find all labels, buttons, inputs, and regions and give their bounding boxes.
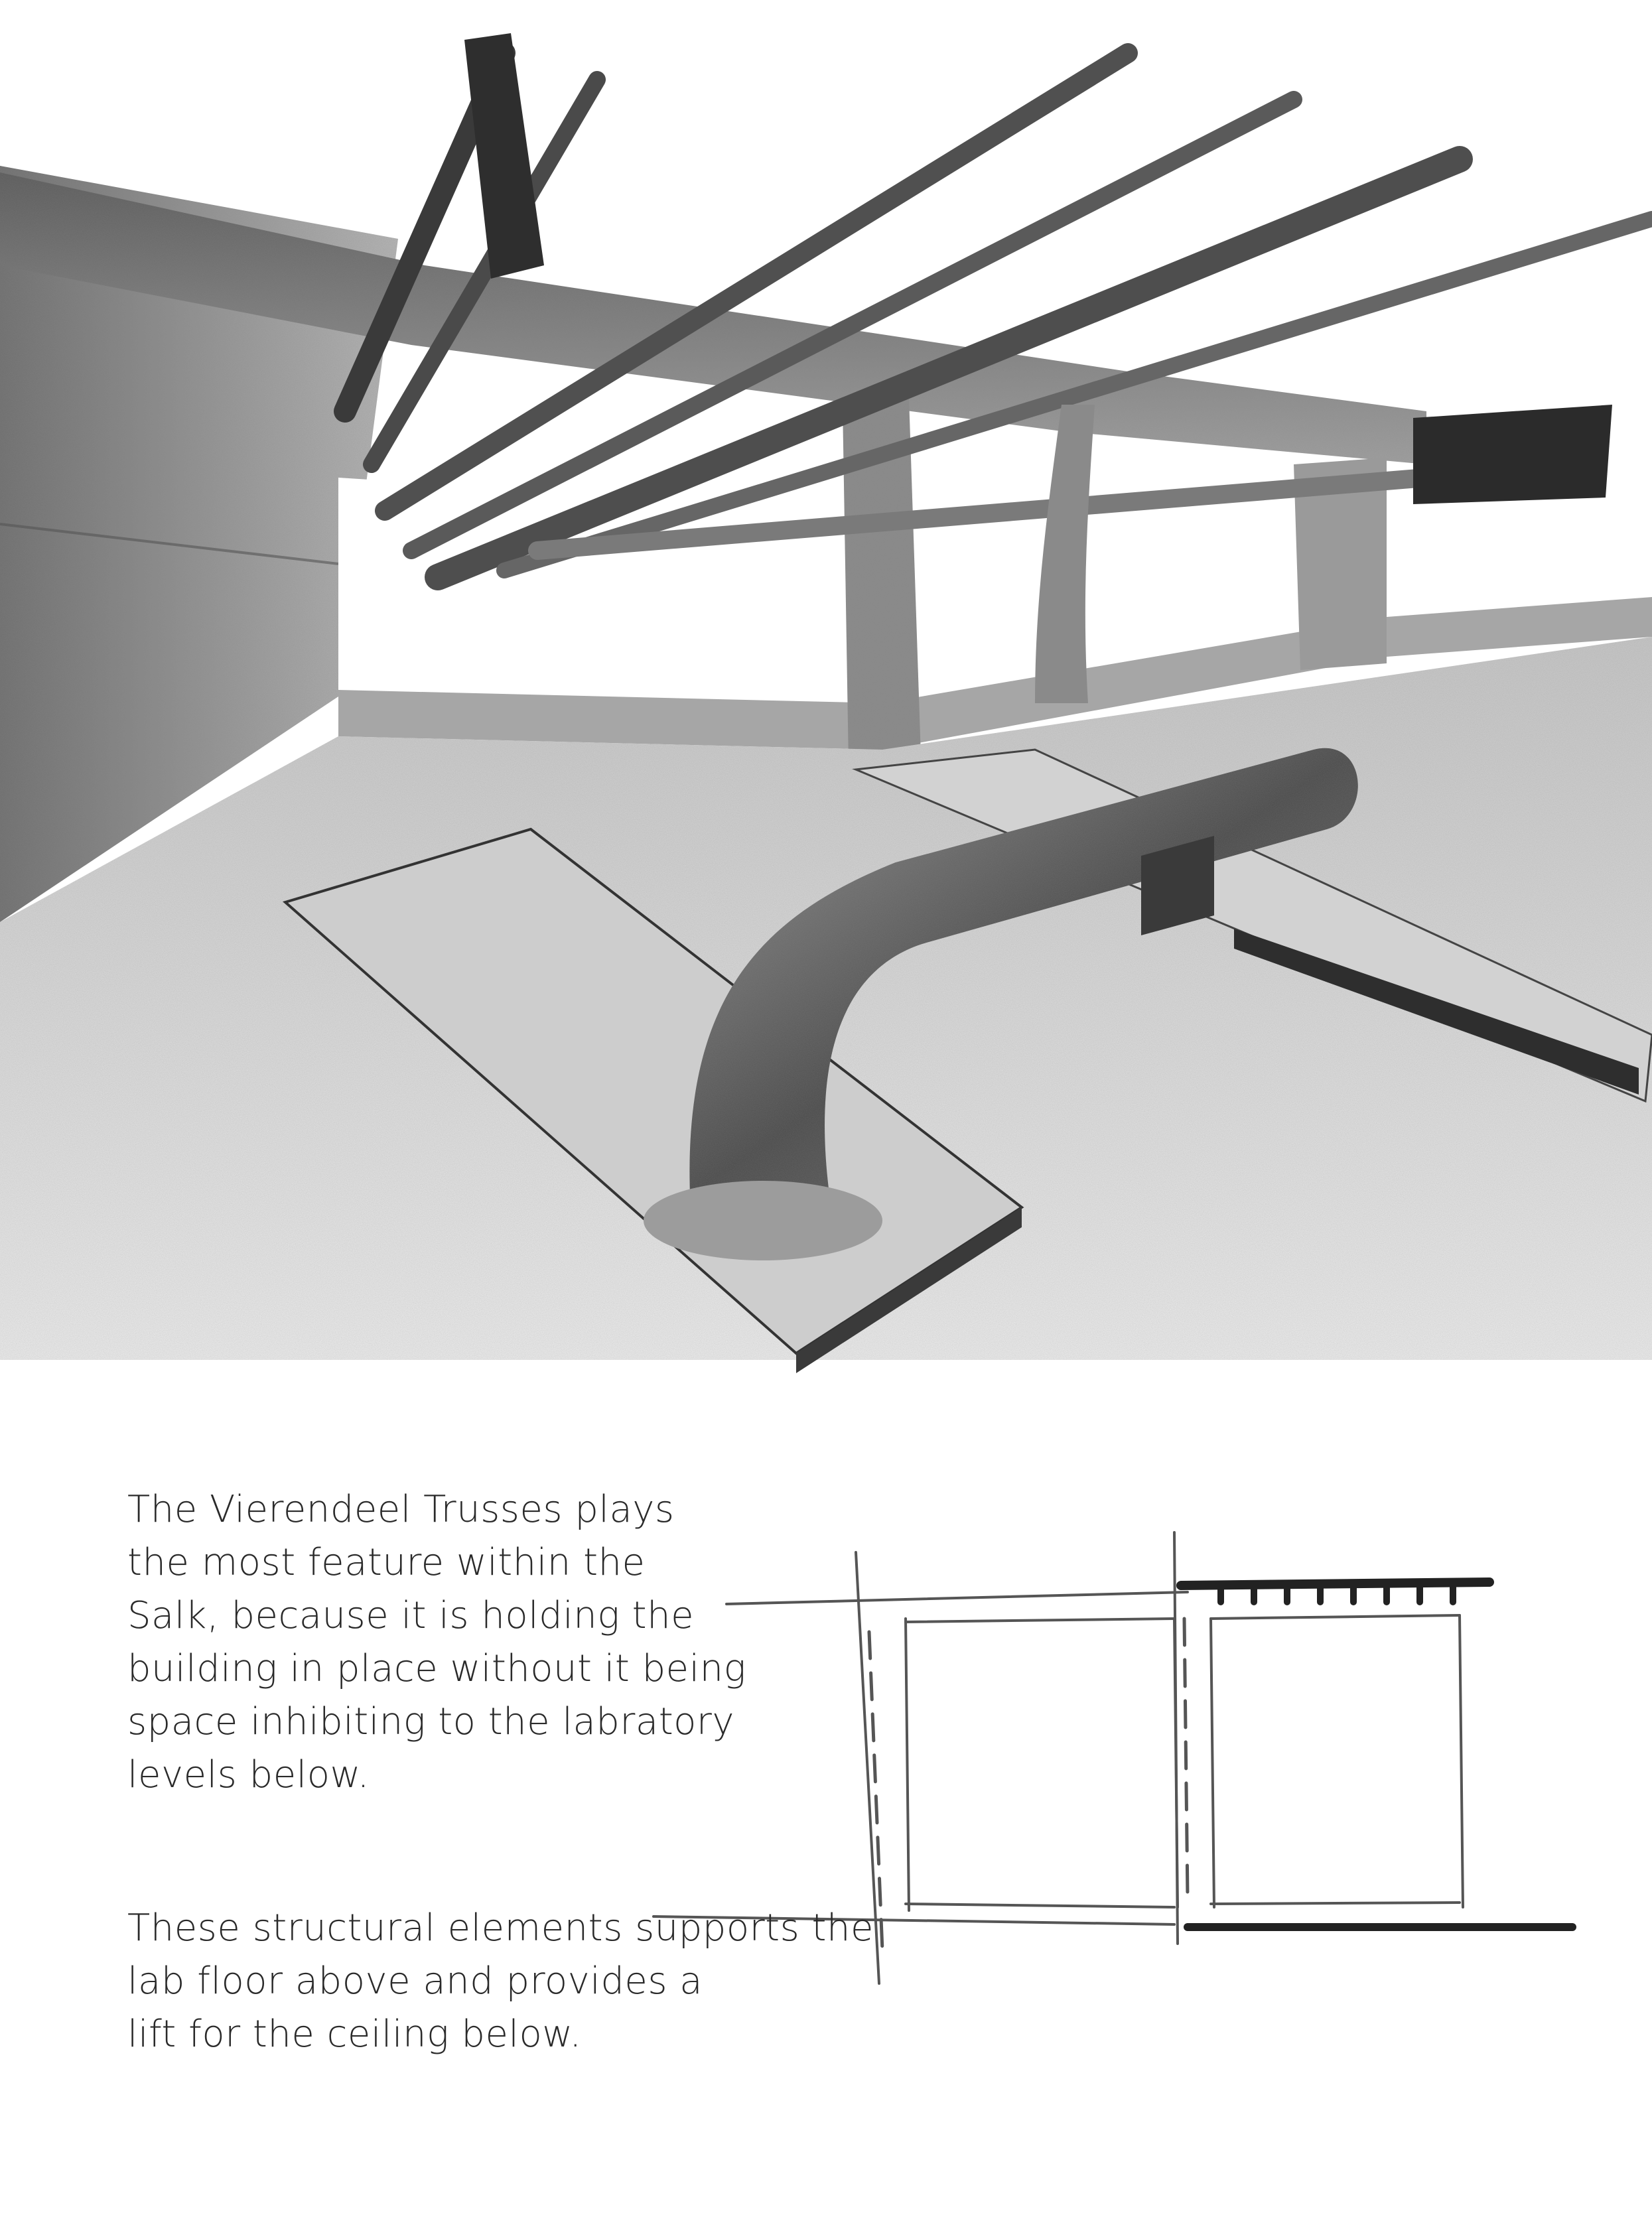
caption-line: These structural elements supports the (127, 1907, 874, 1950)
caption-line: lab floor above and provides a (127, 1960, 703, 2003)
perspective-sketch (0, 33, 1652, 1373)
caption-line: building in place without it being (127, 1647, 746, 1690)
caption-line: The Vierendeel Trusses plays (127, 1488, 675, 1531)
caption-line: space inhibiting to the labratory (127, 1700, 735, 1743)
caption-line: levels below. (127, 1753, 370, 1796)
caption-line: Salk, because it is holding the (127, 1594, 695, 1637)
caption-paragraph-2 (127, 1902, 874, 2061)
caption-line: the most feature within the (127, 1541, 646, 1584)
caption-line: lift for the ceiling below. (127, 2013, 582, 2056)
caption-paragraph-1 (127, 1483, 746, 1802)
